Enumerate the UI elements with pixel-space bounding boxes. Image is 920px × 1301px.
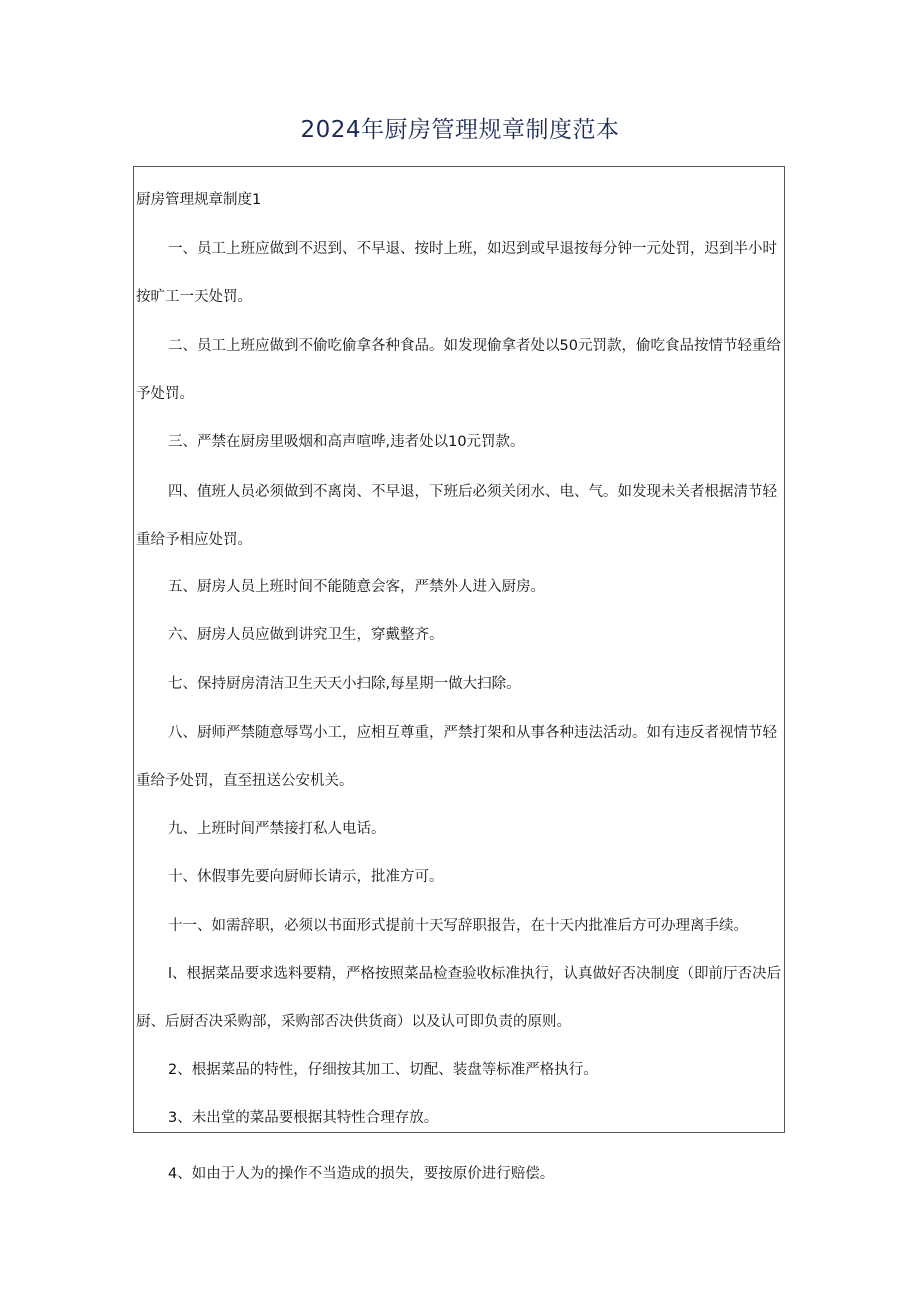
rule-paragraph-2: 二、员工上班应做到不偷吃偷拿各种食品。如发现偷拿者处以50元罚款，偷吃食品按情节轻重给 予处罚。 xyxy=(136,338,781,402)
rule-paragraph-13: 2、根据菜品的特性，仔细按其加工、切配、装盘等标准严格执行。 xyxy=(168,1062,598,1078)
rule-paragraph-14: 3、未出堂的菜品要根据其特性合理存放。 xyxy=(168,1110,439,1126)
rule-paragraph-3: 三、严禁在厨房里吸烟和高声喧哗,违者处以10元罚款。 xyxy=(168,434,525,450)
document-title: 2024年厨房管理规章制度范本 xyxy=(300,117,620,143)
rule-paragraph-1: 一、员工上班应做到不迟到、不早退、按时上班，如迟到或早退按每分钟一元处罚，迟到半小时 按旷工一天处罚。 xyxy=(136,241,777,305)
rule-paragraph-8: 八、厨师严禁随意辱骂小工，应相互尊重，严禁打架和从事各种违法活动。如有违反者视情节轻 重给予处罚，直至扭送公安机关。 xyxy=(136,725,777,789)
rule-paragraph-10: 十、休假事先要向厨师长请示，批准方可。 xyxy=(168,869,444,885)
rule-paragraph-9: 九、上班时间严禁接打私人电话。 xyxy=(168,821,386,837)
rule-paragraph-4: 四、值班人员必须做到不离岗、不早退，下班后必须关闭水、电、气。如发现未关者根据清节轻 重给予相应处罚。 xyxy=(136,484,777,548)
rule-paragraph-11: 十一、如需辞职，必须以书面形式提前十天写辞职报告，在十天内批准后方可办理离手续。 xyxy=(168,918,748,934)
rule-paragraph-5: 五、厨房人员上班时间不能随意会客，严禁外人进入厨房。 xyxy=(168,579,545,595)
section-heading: 厨房管理规章制度1 xyxy=(136,192,262,208)
rule-paragraph-7: 七、保持厨房清洁卫生天天小扫除,每星期一做大扫除。 xyxy=(168,676,521,692)
rule-paragraph-6: 六、厨房人员应做到讲究卫生，穿戴整齐。 xyxy=(168,627,444,643)
rule-paragraph-12: l、根据菜品要求选料要精，严格按照菜品检查验收标准执行，认真做好否决制度（即前厅否决后 厨、后厨否决采购部，采购部否决供货商）以及认可即负责的原则。 xyxy=(136,966,782,1030)
rule-paragraph-15: 4、如由于人为的操作不当造成的损失，要按原价进行赔偿。 xyxy=(168,1166,555,1182)
